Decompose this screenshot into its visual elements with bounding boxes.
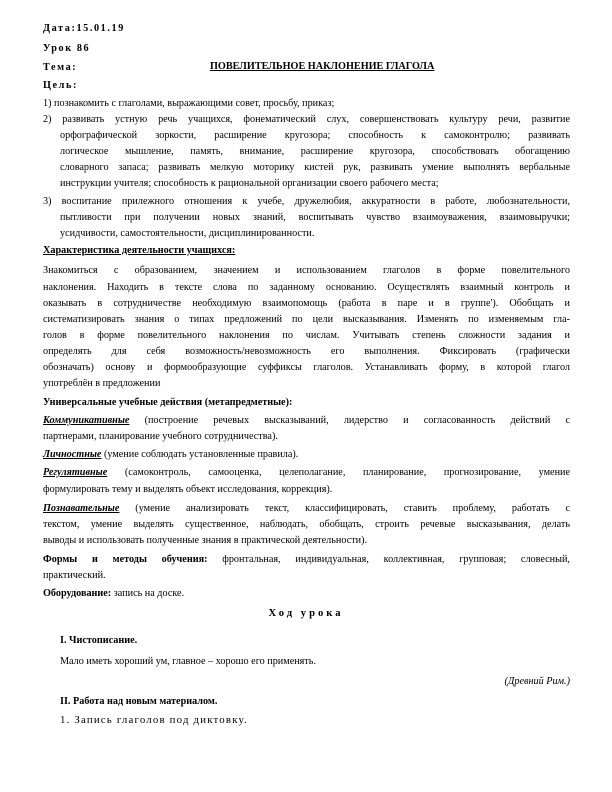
topic-label: Тема:: [43, 62, 78, 73]
uud-personal: [43, 448, 570, 461]
communicative-label: Коммуникативные: [43, 415, 130, 426]
goal-2-line-2: орфографической зоркости, расширение кругозора; способность к самоконтролю; развивать: [60, 130, 570, 141]
activity-label: Характеристика деятельности учащихся:: [43, 245, 236, 256]
activity-line-7: обозначать) основу и формообразующие суффиксы глаголов. Устанавливать форму, в которой глагол: [43, 362, 570, 373]
cognitive-label: Познавательные: [43, 503, 120, 514]
regulative-text: (самоконтроль, самооценка, целеполагание, планирование, прогнозирование, умение: [107, 467, 570, 478]
equipment-text: запись на доске.: [111, 588, 185, 599]
activity-line-8: употреблён в предложении: [43, 378, 161, 389]
section-2-title: II. Работа над новым материалом.: [60, 696, 218, 707]
methods-label: Формы и методы обучения:: [43, 554, 208, 565]
methods-line-2: практический.: [43, 570, 106, 581]
cognitive-text: (умение анализировать текст, классифицировать, ставить проблему, работать с: [119, 503, 570, 514]
proverb: Мало иметь хороший ум, главное – хорошо его применять.: [60, 656, 317, 667]
uud-communicative: [43, 414, 570, 427]
uud-communicative-line-2: партнерами, планирование учебного сотрудничества).: [43, 431, 278, 442]
communicative-text: (построение речевых высказываний, лидерство и согласованность действий с: [129, 415, 570, 426]
goal-2-line-4: словарного запаса; развивать мелкую моторику кистей рук, развивать умение выполнять вербальные: [60, 162, 570, 173]
uud-cognitive: [43, 502, 570, 515]
goal-2-line-3: логическое мышление, память, внимание, расширение кругозора, способствовать обогащению: [60, 146, 570, 157]
task-1: 1. Запись глаголов под диктовку.: [60, 714, 248, 726]
lesson-flow-heading: Ход урока: [268, 608, 344, 619]
uud-cognitive-line-2: текстом, умение выделять существенное, наблюдать, обобщать, строить речевые высказывания, делать: [43, 519, 570, 530]
goal-3-line-1: 3) воспитание прилежного отношения к учебе, дружелюбия, аккуратности в работе, любознательности,: [43, 196, 570, 207]
personal-label: Личностные: [43, 449, 102, 460]
goal-1: 1) познакомить с глаголами, выражающими совет, просьбу, приказ;: [43, 98, 335, 109]
activity-line-1: Знакомиться с образованием, значением и использованием глаголов в форме повелительного: [43, 265, 570, 276]
goal-3-line-2: пытливости при получении новых знаний, воспитывать чувство взаимоуважения, взаимовыручки;: [60, 212, 570, 223]
goal-2-line-1: 2) развивать устную речь учащихся, фонематический слух, совершенствовать культуру речи, развитие: [43, 114, 570, 125]
equipment: [43, 587, 570, 600]
methods-text: фронтальная, индивидуальная, коллективная, групповая; словесный,: [207, 554, 570, 565]
goals-label: Цель:: [43, 80, 78, 91]
section-1-title: I. Чистописание.: [60, 635, 138, 646]
regulative-label: Регулятивные: [43, 467, 108, 478]
lesson-number: Урок 86: [43, 43, 91, 54]
uud-label: Универсальные учебные действия (метапредметные):: [43, 397, 293, 408]
equipment-label: Оборудование:: [43, 588, 112, 599]
uud-regulative-line-2: формулировать тему и выделять объект исследования, коррекция).: [43, 484, 333, 495]
activity-line-5: голов в форме повелительного наклонения по числам. Учитывать степень сложности задания и: [43, 330, 570, 341]
uud-regulative: [43, 466, 570, 479]
lesson-topic: ПОВЕЛИТЕЛЬНОЕ НАКЛОНЕНИЕ ГЛАГОЛА: [210, 61, 435, 72]
personal-text: (умение соблюдать установленные правила).: [101, 449, 299, 460]
goal-2-line-5: инструкции учителя; способность к рациональной организации своего рабочего места;: [60, 178, 439, 189]
proverb-source: (Древний Рим.): [504, 676, 570, 687]
activity-line-2: наклонения. Находить в тексте слова по заданному основанию. Осуществлять взаимный контроль и: [43, 282, 570, 293]
activity-line-6: определять для себя возможность/невозможность его выполнения. Фиксировать (графически: [43, 346, 570, 357]
lesson-date: Дата:15.01.19: [43, 23, 125, 34]
goal-3-line-3: усидчивости, самостоятельности, дисциплинированности.: [60, 228, 315, 239]
methods: [43, 553, 570, 566]
uud-cognitive-line-3: выводы и использовать полученные знания в практической деятельности).: [43, 535, 368, 546]
activity-line-4: систематизировать знания о типах предложений по цели высказывания. Изменять по изменяемым гла-: [43, 314, 570, 325]
activity-line-3: оказывать в сотрудничестве необходимую взаимопомощь (работа в паре и в группе'). Обобщать и: [43, 298, 570, 309]
